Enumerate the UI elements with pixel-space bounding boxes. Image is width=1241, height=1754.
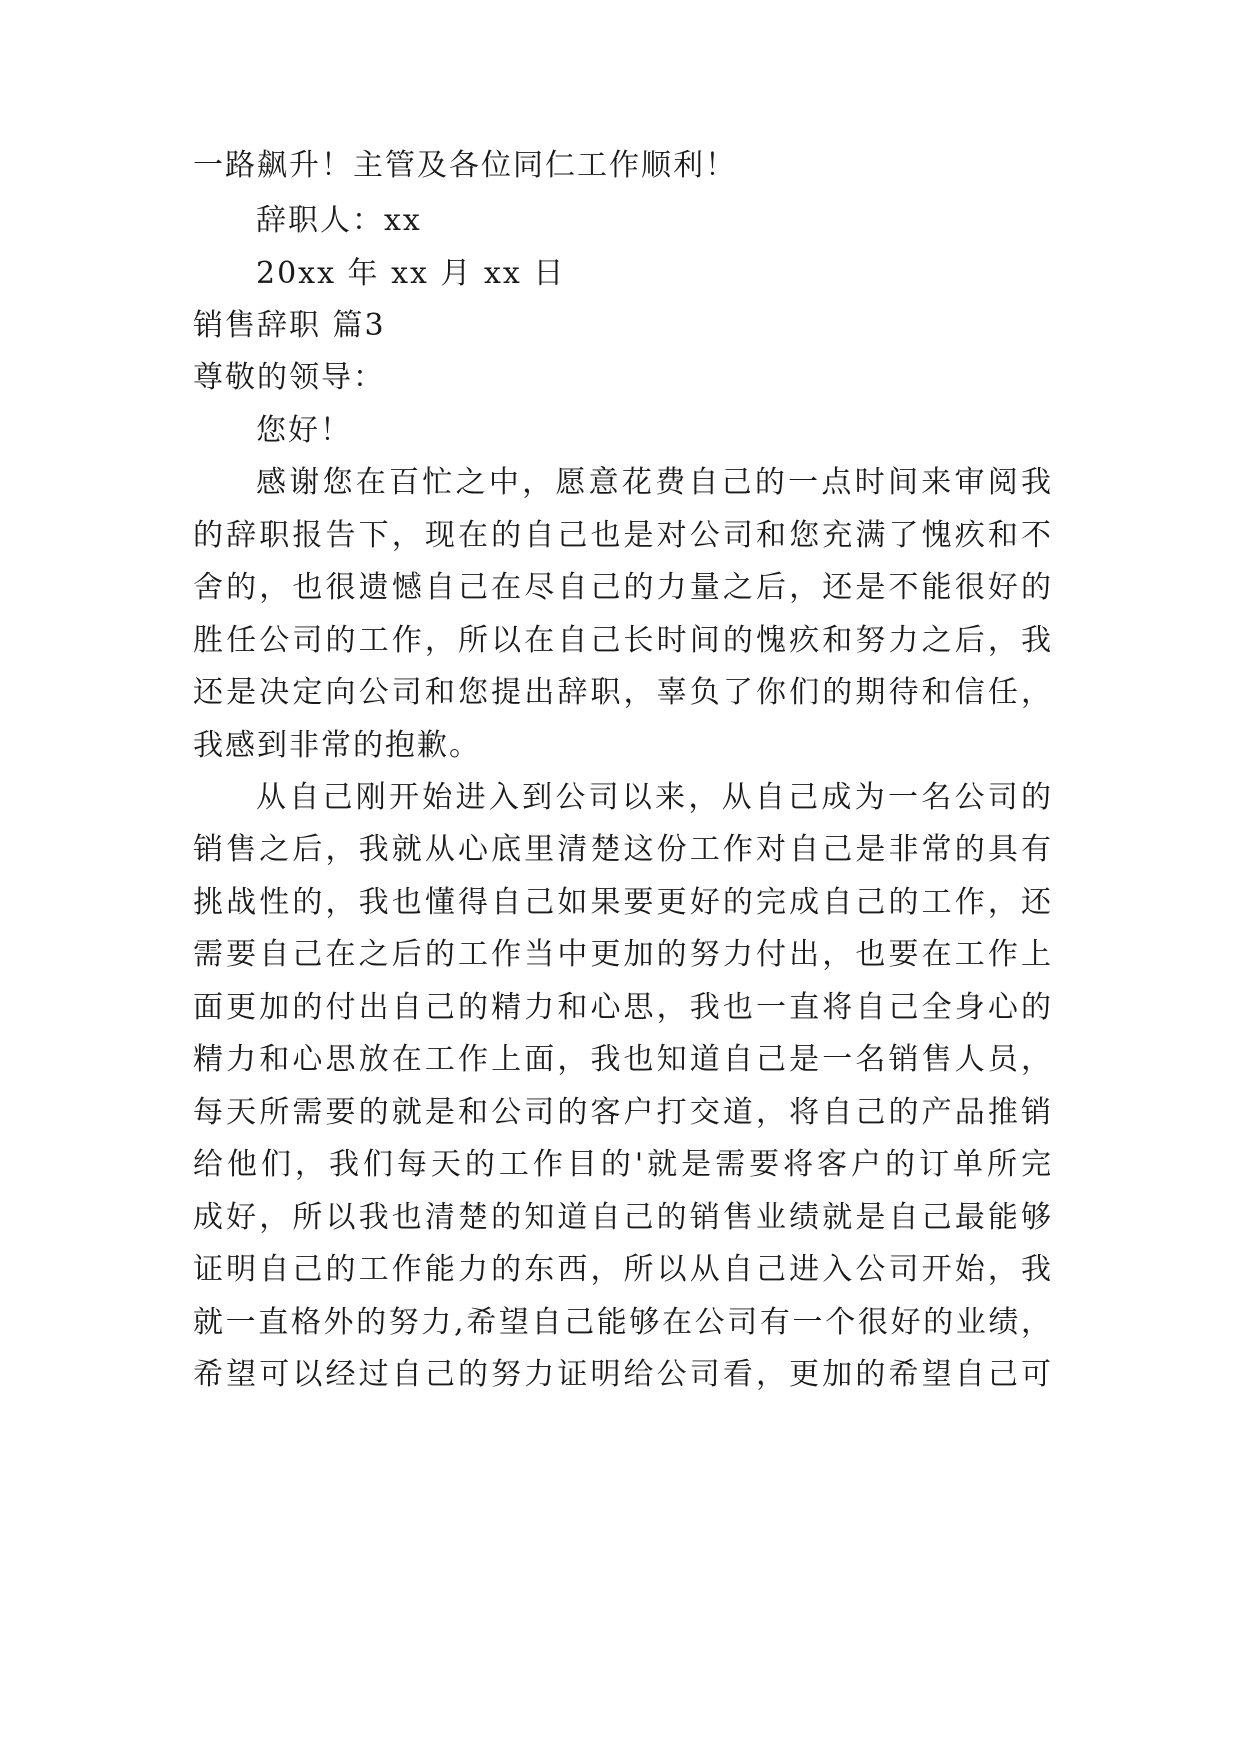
paragraph1-line: 感谢您在百忙之中，愿意花费自己的一点时间来审阅我 [256,465,1053,500]
paragraph2-line: 就一直格外的努力,希望自己能够在公司有一个很好的业绩， [193,1305,1053,1340]
paragraph2-line: 需要自己在之后的工作当中更加的努力付出，也要在工作上 [193,937,1053,972]
paragraph1-line: 舍的，也很遗憾自己在尽自己的力量之后，还是不能很好的 [193,570,1053,605]
paragraph2-line: 给他们，我们每天的工作目的'就是需要将客户的订单所完 [193,1147,1053,1182]
paragraph2-line: 挑战性的，我也懂得自己如果要更好的完成自己的工作，还 [193,885,1053,920]
section-title: 销售辞职 篇3 [193,308,386,343]
paragraph2-line: 证明自己的工作能力的东西，所以从自己进入公司开始，我 [193,1252,1053,1287]
paragraph2-line: 面更加的付出自己的精力和心思，我也一直将自己全身心的 [193,990,1053,1025]
paragraph1-line: 我感到非常的抱歉。 [193,728,481,763]
paragraph1-line: 的辞职报告下，现在的自己也是对公司和您充满了愧疚和不 [193,518,1053,553]
paragraph1-line: 还是决定向公司和您提出辞职，辜负了你们的期待和信任， [193,675,1053,710]
paragraph2-line: 精力和心思放在工作上面，我也知道自己是一名销售人员， [193,1042,1053,1077]
greeting: 您好！ [256,413,352,448]
paragraph1-line: 胜任公司的工作，所以在自己长时间的愧疚和努力之后，我 [193,623,1053,658]
paragraph2-line: 每天所需要的就是和公司的客户打交道，将自己的产品推销 [193,1095,1053,1130]
signer-line: 辞职人：xx [256,203,422,238]
paragraph2-line: 成好，所以我也清楚的知道自己的销售业绩就是自己最能够 [193,1200,1053,1235]
date-line: 20xx 年 xx 月 xx 日 [256,256,566,291]
paragraph2-line: 销售之后，我就从心底里清楚这份工作对自己是非常的具有 [193,832,1053,867]
paragraph2-line: 希望可以经过自己的努力证明给公司看，更加的希望自己可 [193,1357,1053,1392]
paragraph2-line: 从自己刚开始进入到公司以来，从自己成为一名公司的 [256,780,1053,815]
closing-line: 一路飙升！主管及各位同仁工作顺利！ [193,148,737,183]
salutation: 尊敬的领导： [193,360,385,395]
